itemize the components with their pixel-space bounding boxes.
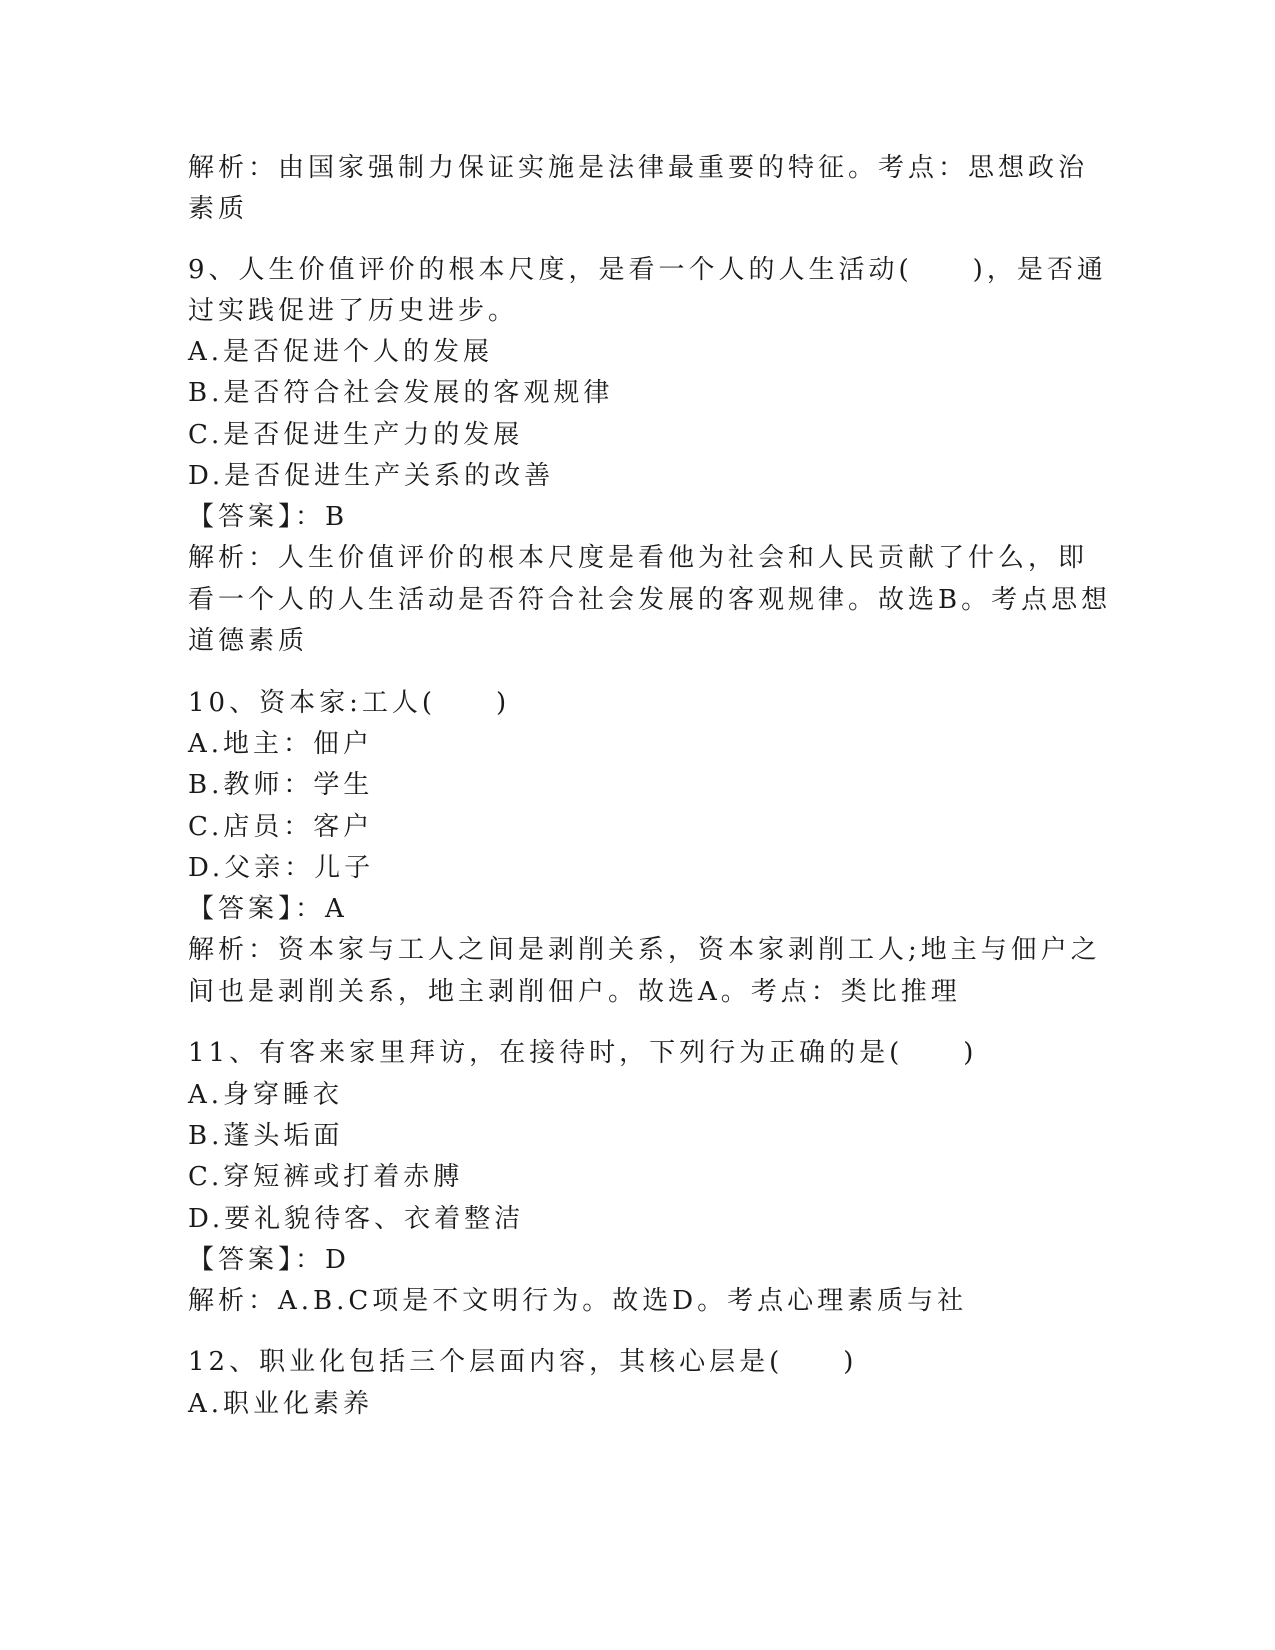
q10-explanation-line-2: 间也是剥削关系，地主剥削佃户。故选A。考点：类比推理 bbox=[188, 977, 961, 1007]
q10-question-line-1: 10、资本家:工人( ) bbox=[188, 688, 511, 718]
q8-explanation-line-1: 解析：由国家强制力保证实施是法律最重要的特征。考点：思想政治 bbox=[188, 153, 1089, 183]
q12-option-a: A.职业化素养 bbox=[188, 1389, 374, 1419]
q11-explanation-line-1: 解析：A.B.C项是不文明行为。故选D。考点心理素质与社 bbox=[188, 1286, 968, 1316]
q10-explanation-line-1: 解析：资本家与工人之间是剥削关系，资本家剥削工人;地主与佃户之 bbox=[188, 935, 1101, 965]
q9-explanation-line-1: 解析：人生价值评价的根本尺度是看他为社会和人民贡献了什么，即 bbox=[188, 543, 1089, 573]
q10-option-d: D.父亲：儿子 bbox=[188, 853, 375, 883]
q9-explanation-line-2: 看一个人的人生活动是否符合社会发展的客观规律。故选B。考点思想 bbox=[188, 585, 1112, 615]
q10-option-b: B.教师：学生 bbox=[188, 770, 374, 800]
q10-option-a: A.地主：佃户 bbox=[188, 729, 374, 759]
q11-option-c: C.穿短裤或打着赤膊 bbox=[188, 1162, 464, 1192]
q11-option-b: B.蓬头垢面 bbox=[188, 1121, 344, 1151]
q9-answer: 【答案】：B bbox=[188, 502, 349, 532]
q9-option-b: B.是否符合社会发展的客观规律 bbox=[188, 378, 614, 408]
q9-option-c: C.是否促进生产力的发展 bbox=[188, 420, 524, 450]
q9-explanation-line-3: 道德素质 bbox=[188, 626, 309, 656]
q9-question-line-2: 过实践促进了历史进步。 bbox=[188, 296, 519, 326]
q12-question-line-1: 12、职业化包括三个层面内容，其核心层是( ) bbox=[188, 1347, 858, 1377]
q10-option-c: C.店员：客户 bbox=[188, 812, 374, 842]
q11-option-a: A.身穿睡衣 bbox=[188, 1080, 344, 1110]
q9-question-line-1: 9、人生价值评价的根本尺度，是看一个人的人生活动( )，是否通 bbox=[188, 255, 1107, 285]
q9-option-a: A.是否促进个人的发展 bbox=[188, 337, 494, 367]
q11-question-line-1: 11、有客来家里拜访，在接待时，下列行为正确的是( ) bbox=[188, 1038, 978, 1068]
q9-option-d: D.是否促进生产关系的改善 bbox=[188, 461, 555, 491]
q11-answer: 【答案】：D bbox=[188, 1245, 350, 1275]
q10-answer: 【答案】：A bbox=[188, 894, 348, 924]
q11-option-d: D.要礼貌待客、衣着整洁 bbox=[188, 1204, 525, 1234]
q8-explanation-line-2: 素质 bbox=[188, 194, 249, 224]
